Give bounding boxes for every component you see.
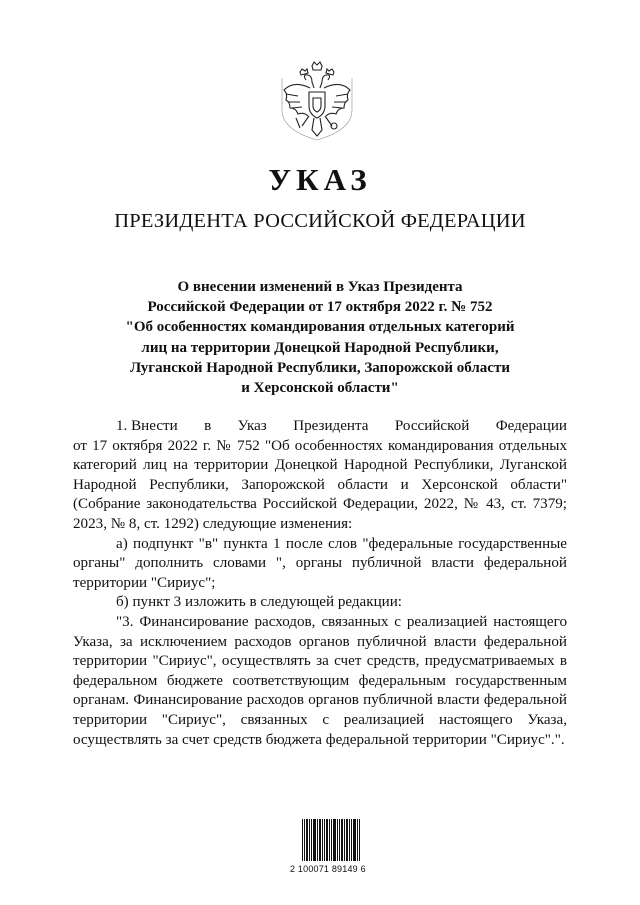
word: в: [204, 418, 212, 434]
decree-title: УКАЗ: [268, 162, 372, 197]
heading-line: лиц на территории Донецкой Народной Республики,: [141, 339, 499, 356]
paragraph-1-rest: от 17 октября 2022 г. № 752 "Об особенностях командирования отдельных категорий лиц на территории Донецкой Народной Республики, Луганской Народной Республики, Запорожской области и Херсонской области" (Собрание законодательства Российской Федерации, 2022, № 43, ст. 7379; 2023, № 8, ст. 1292) следующие изменения:: [73, 437, 567, 532]
heading-line: "Об особенностях командирования отдельных категорий: [125, 319, 515, 336]
item-b: б) пункт 3 изложить в следующей редакции:: [116, 594, 402, 611]
heading-line: и Херсонской области": [241, 380, 399, 397]
heading-line: Российской Федерации от 17 октября 2022 г. № 752: [147, 299, 493, 316]
barcode-number: 2 100071 89149 6: [290, 864, 366, 874]
heading-line: О внесении изменений в Указ Президента: [177, 279, 463, 295]
word: Российской: [394, 418, 470, 434]
point-3-text: "3. Финансирование расходов, связанных с реализацией настоящего Указа, за исключением расходов органов публичной власти федеральной территории "Сириус", осуществлять за счет средств, предусматриваемых в федеральном бюджете соответствующим федеральным государственным органам. Финансирование расходов органов публичной власти федеральной территории "Сириус", связанных с реализацией настоящего Указа, осуществлять за счет средств бюджета федеральной территории "Сириус".".: [73, 613, 567, 748]
decree-subtitle: ПРЕЗИДЕНТА РОССИЙСКОЙ ФЕДЕРАЦИИ: [114, 210, 526, 232]
russian-coat-of-arms-icon: [276, 60, 358, 142]
paragraph-1-first-line: [73, 417, 567, 437]
word: 1. Внести: [116, 418, 178, 434]
barcode-icon: [302, 819, 360, 861]
decree-body: [73, 417, 567, 750]
heading-line: Луганской Народной Республики, Запорожской области: [130, 359, 510, 376]
item-a: а) подпункт "в" пункта 1 после слов "федеральные государственные органы" дополнить словами ", органы публичной власти федеральной территории "Сириус";: [73, 535, 567, 591]
word: Федерации: [495, 418, 567, 434]
word: Президента: [293, 418, 369, 434]
decree-heading: [60, 277, 580, 398]
word: Указ: [237, 418, 267, 434]
